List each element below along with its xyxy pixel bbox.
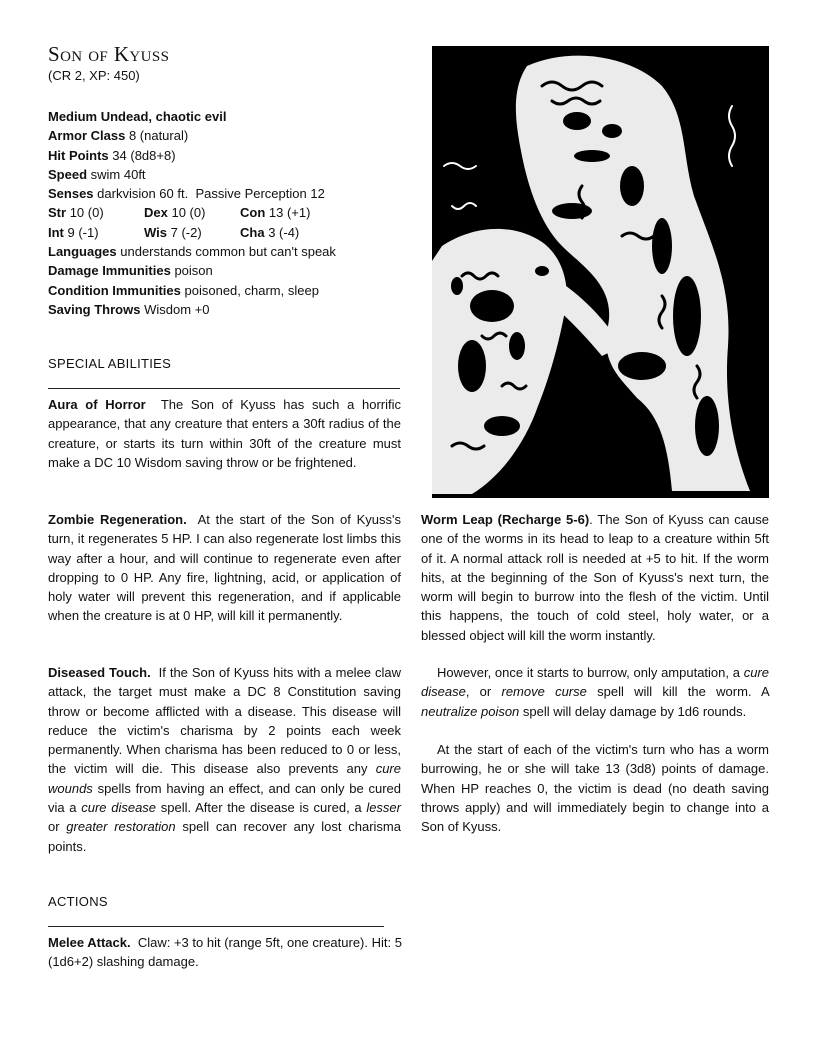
son-of-kyuss-illustration [432,46,769,498]
special-abilities-heading: SPECIAL ABILITIES [48,356,172,371]
ability-str: Str 10 (0) [48,205,104,221]
condition-immunities-row: Condition Immunities poisoned, charm, sleep [48,282,319,298]
special-abilities-divider [48,388,400,389]
saving-throws-row: Saving Throws Wisdom +0 [48,301,210,317]
diseased-touch: Diseased Touch. If the Son of Kyuss hits with a melee claw attack, the target must make a DC 8 Constitution saving throw or become afflicted with a disease. This disease will reduce the victim's charisma by 2 points each week permanently. When charisma has been reduced to 0 or less, the victim will die. This disease also prevents any cure wounds spells from having an effect, and can only be cured via a cure disease spell. After the disease is cured, a lesser or greater restoration spell can recover any lost charisma points. [48,665,401,854]
senses-row: Senses darkvision 60 ft. Passive Perception 12 [48,186,325,202]
ability-row-mental [48,223,408,242]
hit-points-row: Hit Points 34 (8d8+8) [48,147,176,163]
ability-dex: Dex 10 (0) [144,205,206,221]
worm-leap-damage: At the start of each of the victim's turn who has a worm burrowing, he or she will take 13 (3d8) points of damage. When HP reaches 0, the victim is dead (no death saving throws apply) and will immediately begin to change into a Son of Kyuss. [421,742,769,835]
illustration-drawing [432,46,769,498]
challenge-rating: (CR 2, XP: 450) [48,68,140,83]
damage-immunities-row: Damage Immunities poison [48,263,213,279]
ability-con: Con 13 (+1) [240,205,311,221]
actions-heading: ACTIONS [48,894,108,909]
aura-of-horror: Aura of Horror The Son of Kyuss has such a horrific appearance, that any creature that enters a 30ft radius of the creature, or starts its turn within 30ft of the creature must make a DC 10 Wisdom saving throw or be frightened. [48,397,401,470]
ability-int: Int 9 (-1) [48,224,99,240]
worm-leap-burrow: However, once it starts to burrow, only amputation, a cure disease, or remove curse spell will kill the worm. A neutralize poison spell will delay damage by 1d6 rounds. [421,665,769,719]
stat-block [48,107,408,319]
ability-cha: Cha 3 (-4) [240,224,300,240]
zombie-regeneration: Zombie Regeneration. At the start of the Son of Kyuss's turn, it regenerates 5 HP. I can also regenerate lost limbs this way after a hour, and will continue to regenerate even after dropping to 0 HP. Any fire, lightning, acid, or application of holy water will prevent this regeneration, and if applicable when the creature is at 0 HP, will kill it permanently. [48,512,401,624]
monster-name: Son of Kyuss [48,42,170,66]
worm-leap: Worm Leap (Recharge 5-6). The Son of Kyuss can cause one of the worms in its head to leap to a creature within 5ft of it. A normal attack roll is needed at +5 to hit. If the worm hits, at the beginning of the Son of Kyuss's next turn, the worm will begin to burrow into the flesh of the victim. Until this happens, the touch of cold steel, holy water, or a blessed object will kill the worm instantly. [421,512,769,643]
type-line: Medium Undead, chaotic evil [48,109,227,124]
ability-wis: Wis 7 (-2) [144,224,202,240]
ability-row-physical [48,203,408,222]
speed-row: Speed swim 40ft [48,166,146,182]
languages-row: Languages understands common but can't speak [48,244,336,260]
actions-divider [48,926,384,927]
melee-attack: Melee Attack. Claw: +3 to hit (range 5ft, one creature). Hit: 5 (1d6+2) slashing damage. [48,935,402,970]
armor-class-row: Armor Class 8 (natural) [48,128,189,144]
